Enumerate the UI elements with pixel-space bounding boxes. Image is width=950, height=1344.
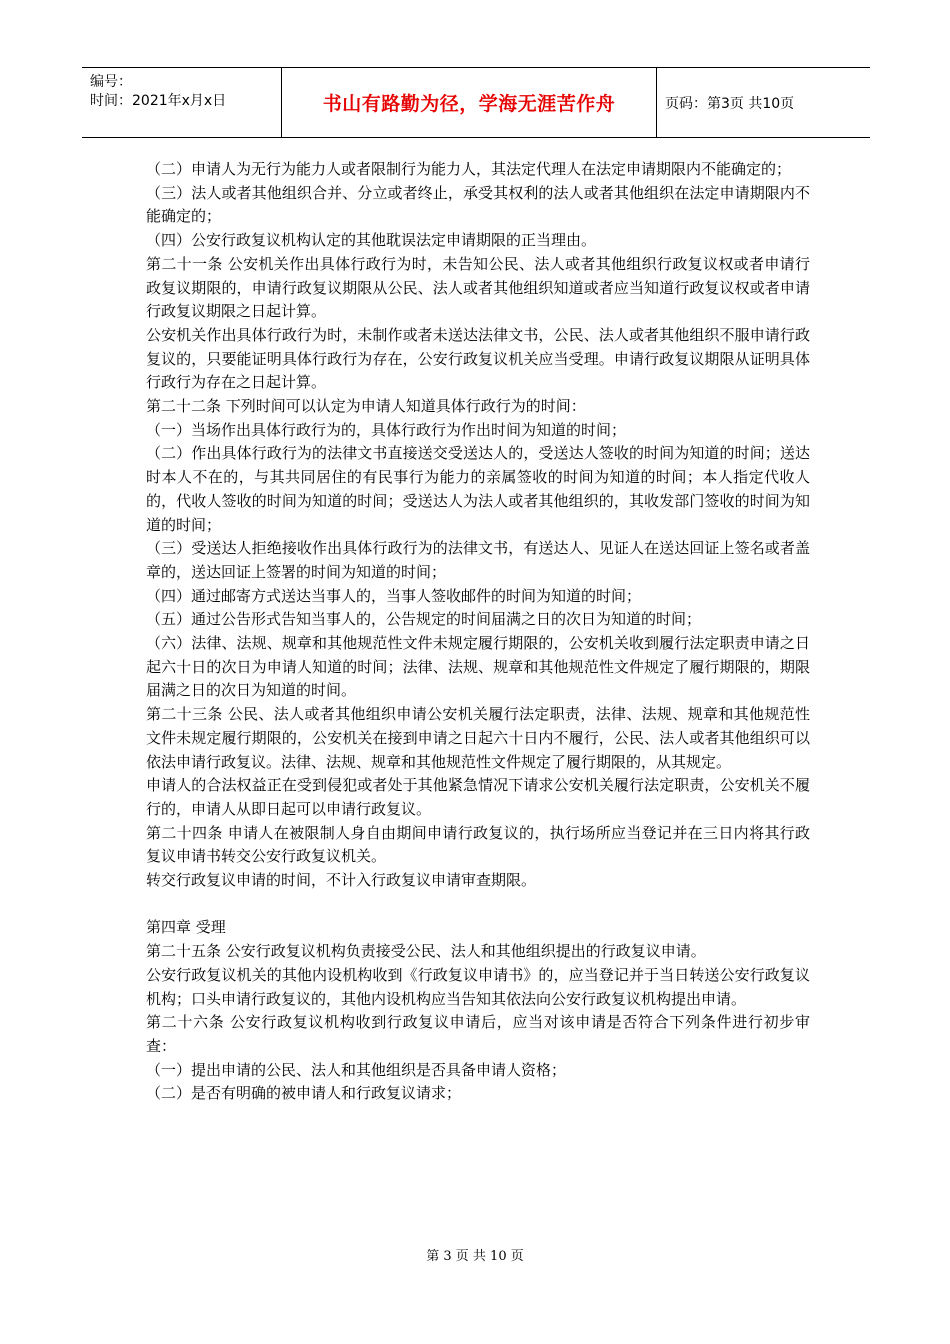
header-motto: 书山有路勤为径，学海无涯苦作舟: [282, 68, 657, 137]
paragraph: 第二十六条 公安行政复议机构收到行政复议申请后，应当对该申请是否符合下列条件进行初步审查：: [146, 1013, 810, 1055]
page-header: [82, 67, 870, 138]
paragraph: 第二十一条 公安机关作出具体行政行为时，未告知公民、法人或者其他组织行政复议权或者申请行政复议期限的，申请行政复议期限从公民、法人或者其他组织知道或者应当知道行政复议权或者申请行政复议期限之日起计算。: [146, 254, 810, 321]
section-gap: [146, 893, 810, 917]
paragraph: （一）提出申请的公民、法人和其他组织是否具备申请人资格；: [146, 1060, 567, 1079]
paragraph: （三）法人或者其他组织合并、分立或者终止，承受其权利的法人或者其他组织在法定申请期限内不能确定的；: [146, 183, 810, 226]
paragraph: 第二十三条 公民、法人或者其他组织申请公安机关履行法定职责，法律、法规、规章和其他规范性文件未规定履行期限的，公安机关在接到申请之日起六十日内不履行，公民、法人或者其他组织可以依法申请行政复议。法律、法规、规章和其他规范性文件规定了履行期限的，从其规定。: [146, 705, 810, 771]
paragraph: 第二十五条 公安行政复议机构负责接受公民、法人和其他组织提出的行政复议申请。: [146, 942, 706, 961]
paragraph: 公安机关作出具体行政行为时，未制作或者未送达法律文书，公民、法人或者其他组织不服申请行政复议的，只要能证明具体行政行为存在，公安行政复议机关应当受理。申请行政复议期限从证明具体行政行为存在之日起计算。: [146, 325, 810, 392]
paragraph: （五）通过公告形式告知当事人的，公告规定的时间届满之日的次日为知道的时间；: [146, 610, 702, 629]
document-number-label: 编号：: [90, 74, 132, 90]
paragraph: （一）当场作出具体行政行为的，具体行政行为作出时间为知道的时间；: [146, 420, 627, 439]
header-meta: [82, 68, 282, 137]
paragraph: （二）申请人为无行为能力人或者限制行为能力人，其法定代理人在法定申请期限内不能确定的；: [146, 160, 792, 178]
paragraph: 转交行政复议申请的时间，不计入行政复议申请审查期限。: [146, 871, 537, 890]
document-body: [146, 158, 810, 1106]
paragraph: （二）是否有明确的被申请人和行政复议请求；: [146, 1084, 462, 1103]
paragraph: （六）法律、法规、规章和其他规范性文件未规定履行期限的，公安机关收到履行法定职责申请之日起六十日的次日为申请人知道的时间；法律、法规、规章和其他规范性文件规定了履行期限的，期限届满之日的次日为知道的时间。: [146, 634, 810, 700]
header-page-info: 页码：第3页 共10页: [665, 95, 795, 112]
paragraph: 第二十四条 申请人在被限制人身自由期间申请行政复议的，执行场所应当登记并在三日内将其行政复议申请书转交公安行政复议机关。: [146, 823, 810, 866]
paragraph: （四）公安行政复议机构认定的其他耽误法定申请期限的正当理由。: [146, 231, 597, 250]
paragraph: （二）作出具体行政行为的法律文书直接送交受送达人的，受送达人签收的时间为知道的时间；送达时本人不在的，与其共同居住的有民事行为能力的亲属签收的时间为知道的时间；本人指定代收人的，代收人签收的时间为知道的时间；受送达人为法人或者其他组织的，其收发部门签收的时间为知道的时间；: [146, 444, 810, 534]
chapter-heading: 第四章 受理: [146, 918, 226, 937]
document-date: 时间：2021年x月x日: [90, 93, 227, 109]
page-footer: 第 3 页 共 10 页: [426, 1249, 524, 1264]
paragraph: 第二十二条 下列时间可以认定为申请人知道具体行政行为的时间：: [146, 397, 586, 416]
paragraph: （三）受送达人拒绝接收作出具体行政行为的法律文书，有送达人、见证人在送达回证上签名或者盖章的，送达回证上签署的时间为知道的时间；: [146, 539, 810, 581]
paragraph: 公安行政复议机关的其他内设机构收到《行政复议申请书》的，应当登记并于当日转送公安行政复议机构；口头申请行政复议的，其他内设机构应当告知其依法向公安行政复议机构提出申请。: [146, 965, 810, 1008]
paragraph: 申请人的合法权益正在受到侵犯或者处于其他紧急情况下请求公安机关履行法定职责，公安机关不履行的，申请人从即日起可以申请行政复议。: [146, 776, 810, 818]
paragraph: （四）通过邮寄方式送达当事人的，当事人签收邮件的时间为知道的时间；: [146, 586, 642, 605]
